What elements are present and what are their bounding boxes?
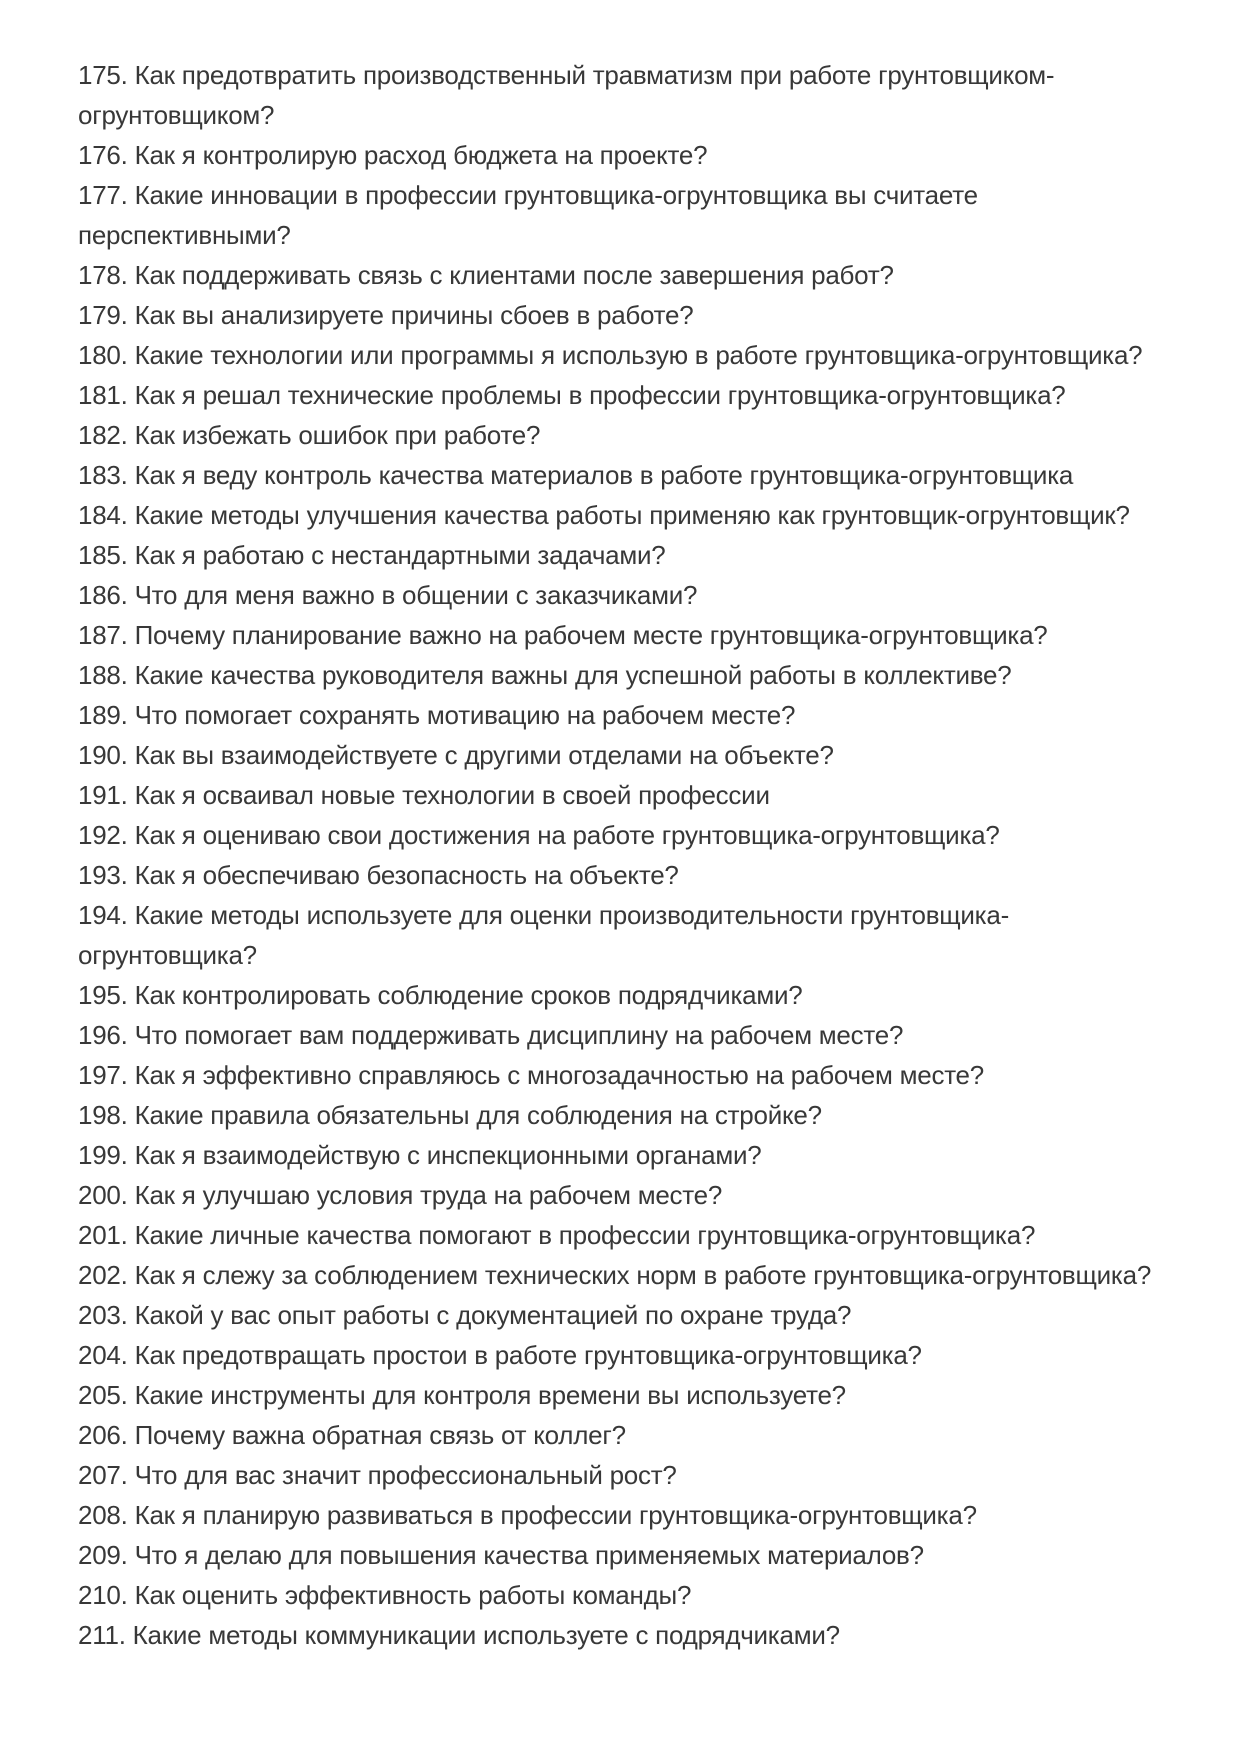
question-line: 204. Как предотвращать простои в работе грунтовщика-огрунтовщика? (78, 1340, 922, 1370)
question-line: 181. Как я решал технические проблемы в профессии грунтовщика-огрунтовщика? (78, 380, 1066, 410)
question-list (78, 55, 1199, 1655)
question-line: 177. Какие инновации в профессии грунтовщика-огрунтовщика вы считаете (78, 180, 978, 210)
question-line: 196. Что помогает вам поддерживать дисциплину на рабочем месте? (78, 1020, 904, 1050)
question-line: 183. Как я веду контроль качества материалов в работе грунтовщика-огрунтовщика (78, 460, 1074, 490)
question-line: 175. Как предотвратить производственный травматизм при работе грунтовщиком- (78, 60, 1055, 90)
question-line: 191. Как я осваивал новые технологии в своей профессии (78, 780, 770, 810)
question-line: 197. Как я эффективно справляюсь с многозадачностью на рабочем месте? (78, 1060, 984, 1090)
question-line: 193. Как я обеспечиваю безопасность на объекте? (78, 860, 679, 890)
question-line: 184. Какие методы улучшения качества работы применяю как грунтовщик-огрунтовщик? (78, 500, 1130, 530)
question-line: 190. Как вы взаимодействуете с другими отделами на объекте? (78, 740, 834, 770)
question-line: огрунтовщика? (78, 940, 257, 970)
question-line: 209. Что я делаю для повышения качества применяемых материалов? (78, 1540, 924, 1570)
question-line: перспективными? (78, 220, 291, 250)
question-line: 198. Какие правила обязательны для соблюдения на стройке? (78, 1100, 822, 1130)
question-line: 199. Как я взаимодействую с инспекционными органами? (78, 1140, 762, 1170)
question-line: 185. Как я работаю с нестандартными задачами? (78, 540, 666, 570)
question-line: огрунтовщиком? (78, 100, 275, 130)
question-line: 182. Как избежать ошибок при работе? (78, 420, 541, 450)
question-line: 208. Как я планирую развиваться в профессии грунтовщика-огрунтовщика? (78, 1500, 977, 1530)
question-line: 195. Как контролировать соблюдение сроков подрядчиками? (78, 980, 803, 1010)
question-line: 189. Что помогает сохранять мотивацию на рабочем месте? (78, 700, 796, 730)
question-line: 178. Как поддерживать связь с клиентами после завершения работ? (78, 260, 894, 290)
question-line: 192. Как я оцениваю свои достижения на работе грунтовщика-огрунтовщика? (78, 820, 1000, 850)
question-line: 187. Почему планирование важно на рабочем месте грунтовщика-огрунтовщика? (78, 620, 1048, 650)
question-line: 207. Что для вас значит профессиональный рост? (78, 1460, 677, 1490)
question-line: 186. Что для меня важно в общении с заказчиками? (78, 580, 698, 610)
question-line: 188. Какие качества руководителя важны для успешной работы в коллективе? (78, 660, 1012, 690)
question-line: 203. Какой у вас опыт работы с документацией по охране труда? (78, 1300, 852, 1330)
question-line: 179. Как вы анализируете причины сбоев в работе? (78, 300, 694, 330)
question-line: 206. Почему важна обратная связь от коллег? (78, 1420, 626, 1450)
question-line: 180. Какие технологии или программы я использую в работе грунтовщика-огрунтовщика? (78, 340, 1143, 370)
question-line: 210. Как оценить эффективность работы команды? (78, 1580, 692, 1610)
question-line: 211. Какие методы коммуникации используете с подрядчиками? (78, 1620, 840, 1650)
question-line: 201. Какие личные качества помогают в профессии грунтовщика-огрунтовщика? (78, 1220, 1036, 1250)
question-line: 205. Какие инструменты для контроля времени вы используете? (78, 1380, 846, 1410)
question-line: 194. Какие методы используете для оценки производительности грунтовщика- (78, 900, 1009, 930)
question-line: 202. Как я слежу за соблюдением технических норм в работе грунтовщика-огрунтовщика? (78, 1260, 1152, 1290)
question-line: 176. Как я контролирую расход бюджета на проекте? (78, 140, 708, 170)
question-line: 200. Как я улучшаю условия труда на рабочем месте? (78, 1180, 723, 1210)
